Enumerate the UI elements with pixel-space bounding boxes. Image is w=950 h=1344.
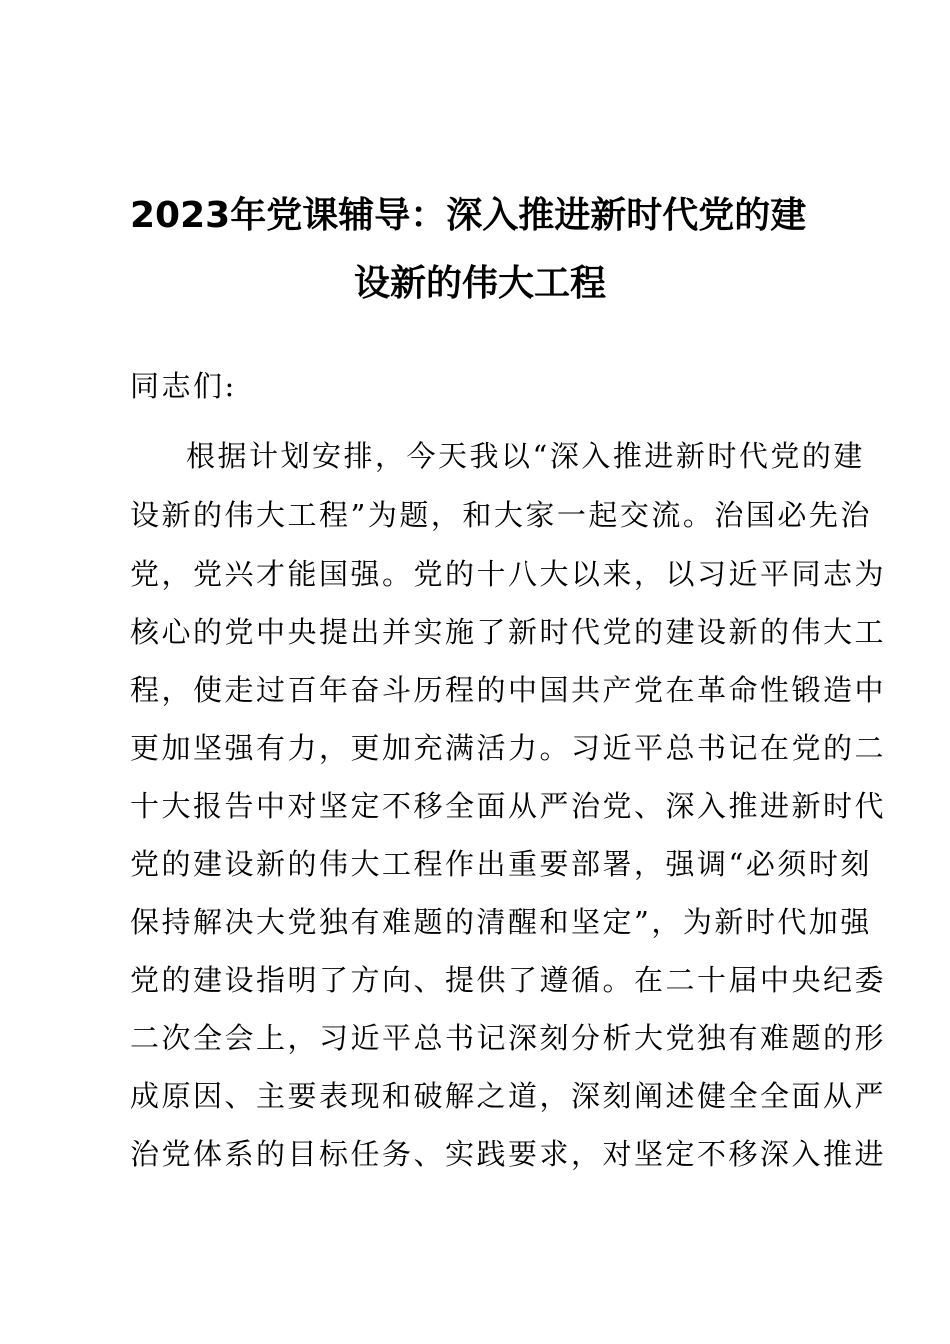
body-line: 程，使走过百年奋斗历程的中国共产党在革命性锻造中 [130, 673, 887, 707]
body-line: 根据计划安排，今天我以“深入推进新时代党的建 [186, 439, 865, 473]
body-line: 十大报告中对坚定不移全面从严治党、深入推进新时代 [130, 789, 887, 823]
body-line: 成原因、主要表现和破解之道，深刻阐述健全全面从严 [130, 1079, 887, 1113]
body-line: 核心的党中央提出并实施了新时代党的建设新的伟大工 [130, 615, 887, 649]
body-line: 设新的伟大工程”为题，和大家一起交流。治国必先治 [130, 498, 872, 532]
body-line: 党的建设新的伟大工程作出重要部署，强调“必须时刻 [130, 847, 872, 881]
body-line: 更加坚强有力，更加充满活力。习近平总书记在党的二 [130, 731, 887, 765]
body-line: 党，党兴才能国强。党的十八大以来，以习近平同志为 [130, 557, 887, 591]
document-title-line-1: 2023年党课辅导：深入推进新时代党的建 [130, 195, 807, 236]
body-line: 治党体系的目标任务、实践要求，对坚定不移深入推进 [130, 1137, 887, 1171]
salutation: 同志们: [130, 369, 237, 403]
body-line: 保持解决大党独有难题的清醒和坚定”，为新时代加强 [130, 905, 872, 939]
document-title-line-2: 设新的伟大工程 [353, 263, 606, 304]
body-line: 党的建设指明了方向、提供了遵循。在二十届中央纪委 [130, 963, 887, 997]
body-line: 二次全会上，习近平总书记深刻分析大党独有难题的形 [130, 1021, 887, 1055]
